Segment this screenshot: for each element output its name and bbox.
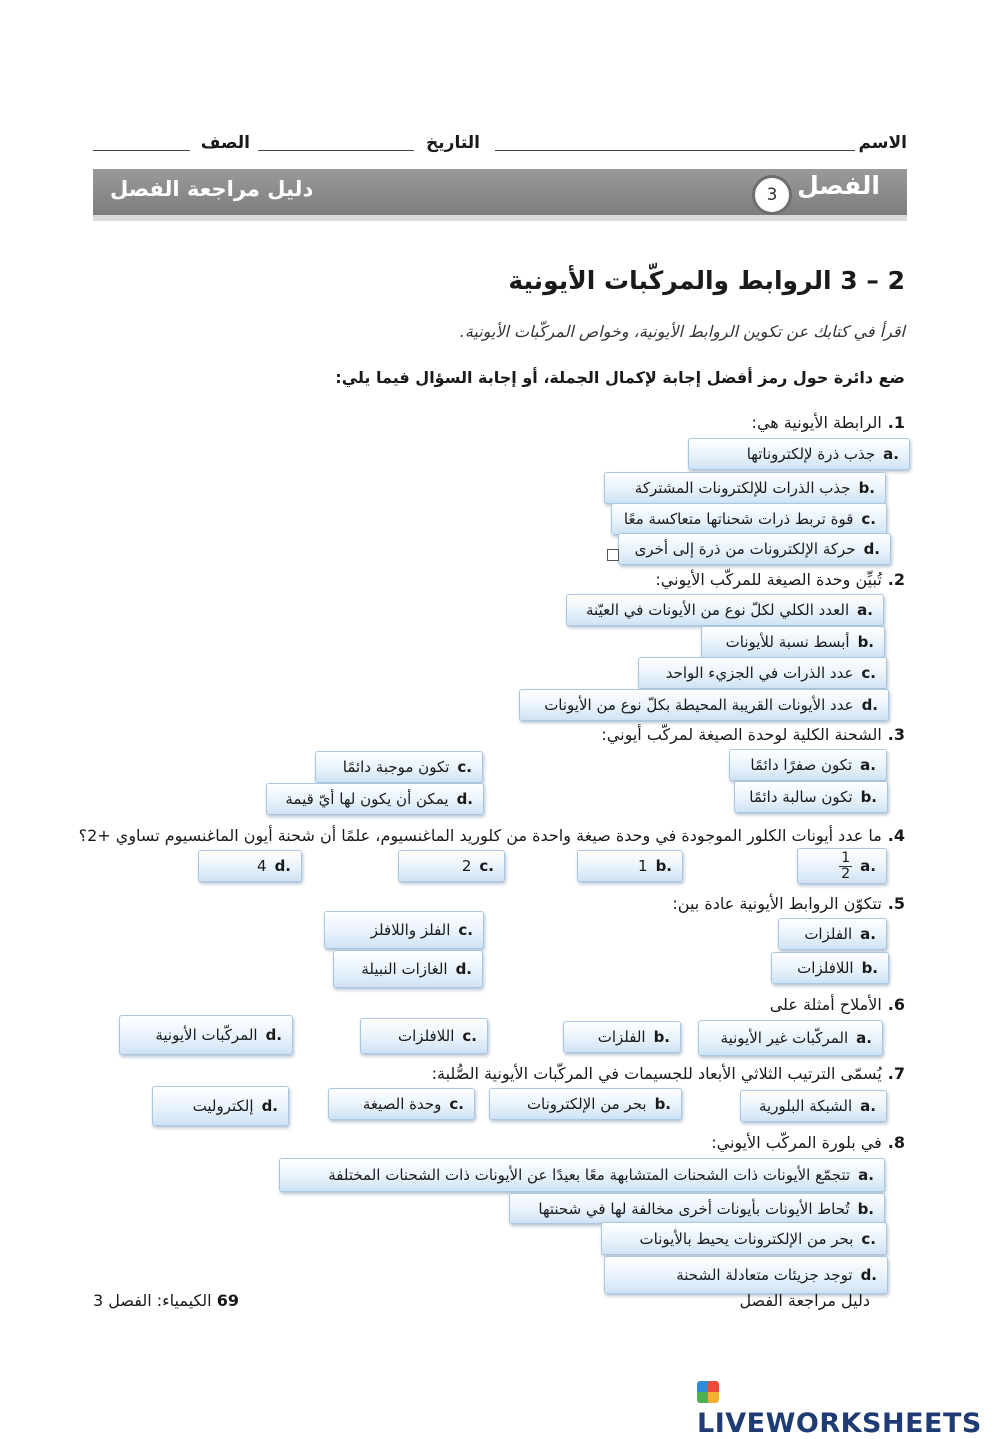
date-label: التاريخ [426,133,480,153]
q2-option-c[interactable] [638,657,887,689]
q5-option-c[interactable] [324,911,484,949]
option-text: توجد جزيئات متعادلة الشحنة [676,1266,853,1284]
option-letter: a. [860,1097,876,1115]
liveworksheets-logo [697,1377,1000,1439]
fraction-denominator: 2 [841,865,851,882]
name-line [495,150,855,151]
q1-option-c[interactable] [611,503,887,535]
q6-option-c[interactable] [360,1018,488,1054]
option-text: الشبكة البلورية [758,1097,853,1115]
q5-option-b[interactable] [771,952,889,984]
option-letter: a. [857,601,873,619]
question-number: 8. [887,1133,905,1152]
option-text: إلكتروليت [192,1097,254,1115]
question-number: 4. [887,826,905,845]
question-text: الأملاح أمثلة على [769,995,882,1014]
q6-option-d[interactable] [119,1015,293,1055]
option-letter: d. [861,696,878,714]
footer-subject: الكيمياء: الفصل 3 [93,1291,212,1310]
q8-option-b[interactable] [509,1193,885,1224]
option-letter: b. [655,857,672,875]
option-text: 4 [257,857,267,875]
question-5 [672,894,905,913]
q1-option-b[interactable] [604,472,886,504]
q7-option-a[interactable] [740,1090,887,1122]
question-text: الشحنة الكلية لوحدة الصيغة لمركّب أيوني: [601,725,882,744]
chapter-band-shadow [93,215,907,221]
q7-option-d[interactable] [152,1086,289,1126]
question-7 [432,1064,905,1083]
question-6 [770,995,905,1014]
question-1 [752,413,905,432]
footer-left [93,1291,243,1310]
option-text: عدد الذرات في الجزيء الواحد [665,664,854,682]
option-text: أبسط نسبة للأيونات [725,633,850,651]
option-letter: c. [479,857,494,875]
q4-option-c[interactable] [398,850,505,882]
brand-text: LIVEWORKSHEETS [697,1408,982,1439]
page-number: 69 [216,1291,239,1310]
chapter-number: 3 [766,185,778,205]
q2-option-d[interactable] [519,689,889,721]
question-text: في بلورة المركّب الأيوني: [711,1133,882,1152]
option-text: الفلزات [597,1028,646,1046]
option-letter: c. [861,1229,876,1248]
option-letter: b. [860,788,877,806]
q3-option-b[interactable] [734,781,888,813]
option-text: الفلزات [804,925,853,943]
question-number: 6. [887,995,905,1014]
option-letter: a. [858,1166,874,1184]
option-letter: d. [265,1026,282,1044]
option-letter: b. [861,959,878,977]
option-text: تكون سالبة دائمًا [749,788,853,806]
option-text: تتجمّع الأيونات ذات الشحنات المتشابهة معًا بعيدًا عن الأيونات ذات الشحنات المختلفة [328,1166,851,1184]
question-number: 5. [887,894,905,913]
date-line [258,150,414,151]
option-letter: a. [860,756,876,774]
option-text: الغازات النبيلة [361,960,448,978]
q3-option-c[interactable] [315,751,483,783]
q5-option-a[interactable] [778,918,887,950]
option-text: جذب ذرة لإلكتروناتها [746,445,876,463]
option-text: الفلز واللافلز [370,921,451,939]
question-number: 7. [887,1064,905,1083]
option-letter: a. [856,1029,872,1047]
option-text: العدد الكلي لكلّ نوع من الأيونات في العيّنة [585,601,850,619]
option-letter: c. [458,921,473,939]
q1-option-d[interactable] [618,533,891,565]
option-text: تكون صفرًا دائمًا [750,756,853,774]
q2-option-a[interactable] [566,594,884,626]
q1-option-a[interactable] [688,438,910,470]
option-letter: c. [449,1095,464,1113]
option-letter: c. [457,758,472,776]
option-text: قوة تربط ذرات شحناتها متعاكسة معًا [623,510,854,528]
class-line [93,150,190,151]
option-text: جذب الذرات للإلكترونات المشتركة [634,479,851,497]
q4-option-d[interactable] [198,850,302,882]
option-text: تُحاط الأيونات بأيونات أخرى مخالفة لها في شحنتها [538,1199,850,1218]
option-letter: b. [654,1095,671,1113]
q7-option-c[interactable] [328,1088,475,1120]
question-number: 2. [887,570,905,589]
q6-option-a[interactable] [698,1020,883,1056]
option-text: اللافلزات [797,959,854,977]
option-letter: c. [861,664,876,682]
option-text: المركّبات الأيونية [155,1026,258,1044]
fraction [839,851,852,882]
q8-option-a[interactable] [279,1158,885,1192]
fraction-numerator: 1 [841,849,851,866]
option-letter: d. [455,960,472,978]
question-text: تُبيِّن وحدة الصيغة للمركّب الأيوني: [655,570,882,589]
option-letter: b. [653,1028,670,1046]
option-letter: b. [857,1199,874,1218]
q2-option-b[interactable] [701,626,885,658]
option-letter: b. [857,633,874,651]
question-8 [711,1133,905,1152]
option-letter: d. [274,857,291,875]
class-label: الصف [200,133,250,153]
option-text: بحر من الإلكترونات [526,1095,647,1113]
q7-option-b[interactable] [489,1088,682,1120]
q8-option-d[interactable] [604,1256,888,1294]
chapter-number-badge [752,175,792,215]
option-letter: b. [858,479,875,497]
question-text: الرابطة الأيونية هي: [751,413,882,432]
option-letter: d. [863,540,880,558]
question-4 [79,826,905,845]
q8-option-c[interactable] [601,1222,887,1255]
option-text: وحدة الصيغة [362,1095,442,1113]
section-instruction: ضع دائرة حول رمز أفضل إجابة لإكمال الجملة، أو إجابة السؤال فيما يلي: [335,368,905,387]
footer-right: دليل مراجعة الفصل [739,1291,870,1310]
option-text: اللافلزات [398,1027,455,1045]
q4-option-a[interactable] [797,848,887,884]
q3-option-d[interactable] [266,783,484,815]
question-text: يُسمّى الترتيب الثلاثي الأبعاد للجسيمات في المركّبات الأيونية الصُّلبة: [431,1064,882,1083]
option-text: تكون موجبة دائمًا [342,758,450,776]
question-2 [655,570,905,589]
option-letter: c. [462,1027,477,1045]
option-letter: d. [456,790,473,808]
question-text: ما عدد أيونات الكلور الموجودة في وحدة صيغة واحدة من كلوريد الماغنسيوم، علمًا أن شحنة أيون الماغنسيوم تساوي +2؟ [78,826,882,845]
chapter-label: الفصل [797,171,880,200]
question-text: تتكوّن الروابط الأيونية عادة بين: [672,894,882,913]
option-letter: a. [883,445,899,463]
section-title: 2 – 3 الروابط والمركّبات الأيونية [508,266,905,295]
option-letter: a. [860,925,876,943]
question-3 [601,725,905,744]
option-text: 2 [461,857,472,875]
name-label: الاسم [858,133,907,153]
small-checkbox[interactable] [607,549,619,561]
q5-option-d[interactable] [333,950,483,988]
option-text: حركة الإلكترونات من ذرة إلى أخرى [634,540,856,558]
option-letter: c. [861,510,876,528]
q6-option-b[interactable] [563,1021,681,1053]
section-intro: اقرأ في كتابك عن تكوين الروابط الأيونية، وخواص المركّبات الأيونية. [459,322,905,341]
q3-option-a[interactable] [729,749,887,781]
question-number: 3. [887,725,905,744]
option-text: عدد الأيونات القريبة المحيطة بكلّ نوع من الأيونات [544,696,854,714]
guide-title: دليل مراجعة الفصل [110,177,314,201]
option-letter: d. [261,1097,278,1115]
option-letter: d. [860,1266,877,1284]
option-text: المركّبات غير الأيونية [720,1029,849,1047]
q4-option-b[interactable] [577,850,683,882]
option-text: بحر من الإلكترونات يحيط بالأيونات [639,1229,854,1248]
option-letter: a. [860,857,876,875]
question-number: 1. [887,413,905,432]
option-text: 1 [638,857,648,875]
option-text: يمكن أن يكون لها أيّ قيمة [285,790,449,808]
logo-icon [697,1381,719,1403]
